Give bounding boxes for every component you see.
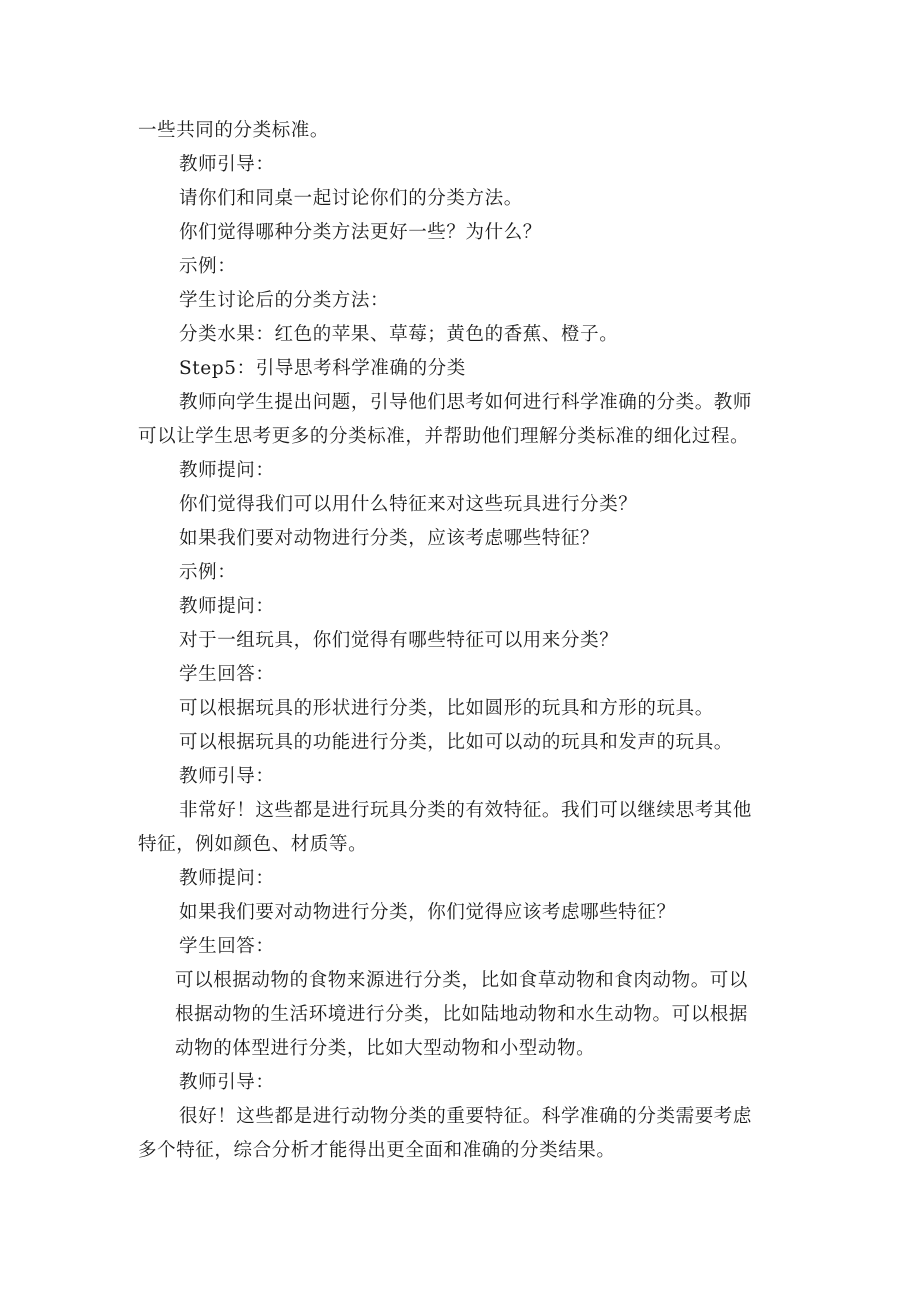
text-line: 你们觉得哪种分类方法更好一些？为什么？ [179, 222, 542, 243]
text-line: 教师提问： [179, 596, 275, 617]
text-line: 教师向学生提出问题，引导他们思考如何进行科学准确的分类。教师 [179, 392, 753, 413]
text-line: 分类水果：红色的苹果、草莓；黄色的香蕉、橙子。 [179, 324, 619, 345]
text-line: 学生回答： [179, 664, 275, 685]
text-line: 特征，例如颜色、材质等。 [138, 834, 368, 855]
text-line: 非常好！这些都是进行玩具分类的有效特征。我们可以继续思考其他 [179, 800, 753, 821]
text-line: 可以让学生思考更多的分类标准，并帮助他们理解分类标准的细化过程。 [138, 426, 750, 447]
text-line: 一些共同的分类标准。 [138, 120, 330, 141]
text-line: 多个特征，综合分析才能得出更全面和准确的分类结果。 [138, 1140, 616, 1161]
text-line: 学生讨论后的分类方法： [179, 290, 390, 311]
text-line: 很好！这些都是进行动物分类的重要特征。科学准确的分类需要考虑 [179, 1106, 753, 1127]
text-line: 请你们和同桌一起讨论你们的分类方法。 [179, 188, 523, 209]
text-line: 可以根据玩具的功能进行分类，比如可以动的玩具和发声的玩具。 [179, 732, 733, 753]
section-heading: Step5：引导思考科学准确的分类 [179, 358, 466, 379]
text-line: 可以根据玩具的形状进行分类，比如圆形的玩具和方形的玩具。 [179, 698, 714, 719]
text-line: 根据动物的生活环境进行分类，比如陆地动物和水生动物。可以根据 [175, 1004, 749, 1025]
text-line: 教师提问： [179, 868, 275, 889]
text-line: 教师引导： [179, 1072, 275, 1093]
text-line: 示例： [179, 562, 237, 583]
document-body [138, 114, 788, 1168]
text-line: 学生回答： [179, 936, 275, 957]
text-line: 可以根据动物的食物来源进行分类，比如食草动物和食肉动物。可以 [175, 970, 749, 991]
text-line: 动物的体型进行分类，比如大型动物和小型动物。 [175, 1038, 596, 1059]
text-line: 教师引导： [179, 154, 275, 175]
text-line: 教师引导： [179, 766, 275, 787]
text-line: 对于一组玩具，你们觉得有哪些特征可以用来分类？ [179, 630, 619, 651]
text-line: 教师提问： [179, 460, 275, 481]
text-line: 你们觉得我们可以用什么特征来对这些玩具进行分类？ [179, 494, 638, 515]
text-line: 如果我们要对动物进行分类，应该考虑哪些特征？ [179, 528, 600, 549]
text-line: 示例： [179, 256, 237, 277]
text-line: 如果我们要对动物进行分类，你们觉得应该考虑哪些特征？ [179, 902, 676, 923]
